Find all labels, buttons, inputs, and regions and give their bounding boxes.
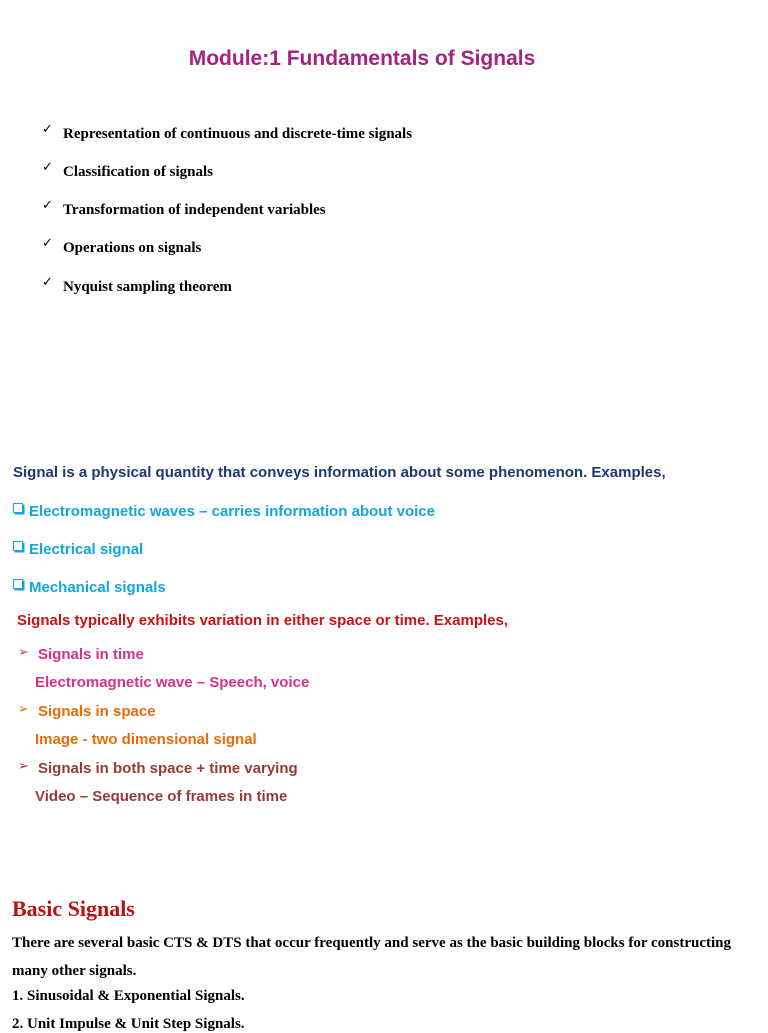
- arrow-bullet-icon: ➢: [18, 702, 29, 717]
- variation-label: Signals in space: [38, 703, 156, 720]
- hollow-square-icon: [13, 503, 23, 513]
- topic-text: Representation of continuous and discrete-time signals: [63, 126, 413, 142]
- signal-definition: Signal is a physical quantity that conveys information about some phenomenon. Examples,: [13, 464, 666, 481]
- check-mark-icon: ✓: [42, 236, 53, 251]
- example-text: Electrical signal: [29, 541, 144, 558]
- example-text: Electromagnetic waves – carries information about voice: [29, 503, 435, 520]
- example-text: Mechanical signals: [29, 579, 166, 596]
- topic-text: Classification of signals: [63, 164, 214, 180]
- section-paragraph: There are several basic CTS & DTS that occur frequently and serve as the basic building blocks for constructing many other signals.: [12, 935, 731, 979]
- check-mark-icon: ✓: [42, 198, 53, 213]
- variation-detail: Video – Sequence of frames in time: [35, 788, 288, 805]
- list-item: 2. Unit Impulse & Unit Step Signals.: [12, 1016, 245, 1032]
- variation-detail: Image - two dimensional signal: [35, 731, 257, 748]
- variation-label: Signals in time: [38, 646, 144, 663]
- section-heading: Basic Signals: [12, 896, 135, 921]
- hollow-square-icon: [13, 579, 23, 589]
- arrow-bullet-icon: ➢: [18, 645, 29, 660]
- hollow-square-icon: [13, 541, 23, 551]
- page-title: Module:1 Fundamentals of Signals: [188, 47, 536, 70]
- check-mark-icon: ✓: [42, 275, 53, 290]
- topic-text: Transformation of independent variables: [63, 202, 326, 218]
- topic-text: Nyquist sampling theorem: [63, 279, 232, 295]
- check-mark-icon: ✓: [42, 160, 53, 175]
- variation-intro: Signals typically exhibits variation in either space or time. Examples,: [17, 612, 509, 629]
- variation-label: Signals in both space + time varying: [38, 760, 298, 777]
- arrow-bullet-icon: ➢: [18, 759, 29, 774]
- variation-detail: Electromagnetic wave – Speech, voice: [35, 674, 310, 691]
- topic-text: Operations on signals: [63, 240, 202, 256]
- example-item: [13, 541, 143, 558]
- example-item: [13, 579, 166, 596]
- list-item: 1. Sinusoidal & Exponential Signals.: [12, 988, 245, 1004]
- check-mark-icon: ✓: [42, 122, 53, 137]
- example-item: [13, 503, 435, 520]
